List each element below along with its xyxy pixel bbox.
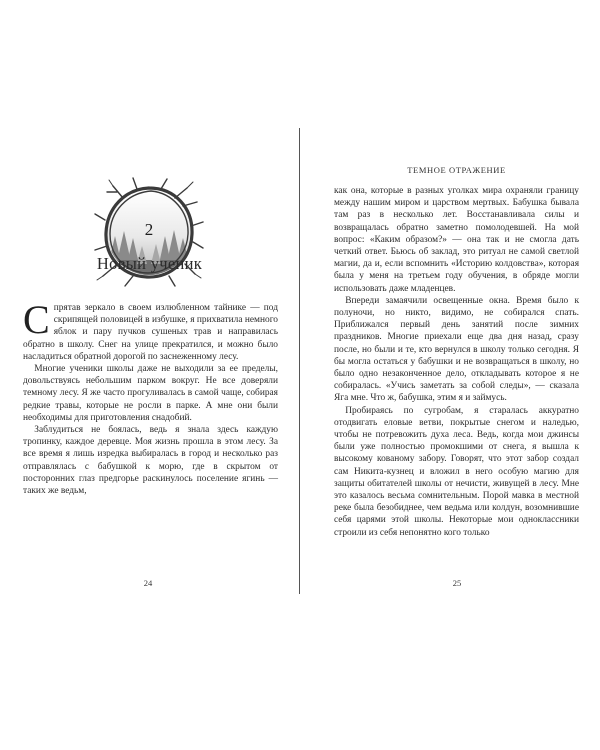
left-page xyxy=(0,0,299,750)
running-head: ТЕМНОЕ ОТРАЖЕНИЕ xyxy=(407,165,506,175)
paragraph: Многие ученики школы даже не выходили за ее пределы, довольствуясь небольшим парком вокруг. Не все доверяли темному лесу. Я же часто прогуливалась в самой чаще, собирая редкие травы, которые не росли в парке. А мне они были необходимы для приготовления снадобий. xyxy=(23,364,278,423)
right-body-text xyxy=(334,185,579,539)
left-body-text xyxy=(23,297,278,497)
page-number: 24 xyxy=(143,578,153,588)
chapter-title: Новый ученик xyxy=(96,254,203,273)
paragraph xyxy=(23,297,278,363)
page-number: 25 xyxy=(452,578,462,588)
paragraph: как она, которые в разных уголках мира охраняли границу между нашим миром и царством мертвых. Бабушка бывала там раз в несколько лет. Восстанавливала силы и возвращалась обратно заметно помолодевшей. На мой вопрос: «Каким образом?» — она так и не смогла дать четкий ответ. Бьюсь об заклад, это ритуал не самой светлой магии, да и, если вспомнить «Историю колдовства», которая была у меня на третьем году обучения, в обряде могли использовать даже младенцев. xyxy=(334,186,579,294)
gutter-divider xyxy=(299,128,300,594)
drop-cap: С xyxy=(23,297,50,342)
paragraph: Пробираясь по сугробам, я старалась аккуратно отодвигать еловые ветви, покрытые снегом и наледью, чтобы не потревожить духа леса. Ведь, когда мои джинсы были уже полностью промокшими от снега, я вышла к высокому кованому забору. Говорят, что этот забор создал сам Никита-кузнец и вложил в него особую магию для защиты обитателей школы от нечисти, живущей в лесу. Мне это казалось весьма сомнительным. Порой мавка в местной реке была безобиднее, чем ведьма или колдун, возомнившие себя царями этой школы. Некоторые мои одноклассники строили из себя непонятно кого только xyxy=(334,405,579,538)
chapter-number: 2 xyxy=(144,220,154,239)
paragraph-text: прятав зеркало в своем излюбленном тайнике — под скрипящей половицей в избушке, я прихватила немного яблок и пару пучков сушеных трав и направилась обратно в школу. Снег на улице прекратился, и можно было насладиться обратной дорогой по заснеженному лесу. xyxy=(23,303,278,362)
paragraph: Заблудиться не боялась, ведь я знала здесь каждую тропинку, каждое деревце. Моя жизнь прошла в этом лесу. За все время я лишь изредка выбиралась в город и несколько раз отправлялась с бабушкой к морю, где в скрытом от посторонних глаз предгорье раскинулось поселение ягинь — таких же ведьм, xyxy=(23,425,278,497)
right-page xyxy=(301,0,600,750)
paragraph: Впереди замаячили освещенные окна. Время было к полуночи, но никто, видимо, не собирался спать. Приближался первый день занятий после зимних праздников. Многие приехали еще два дня назад, сразу после, но были и те, кто вернулся в школу только сегодня. Я бы могла остаться у бабушки и не возвращаться в школу, но было одно незаконченное дело, откладывать которое я не собиралась. «Учись заметать за собой следы», — сказала Яга мне. Что ж, бабушка, этим я и займусь. xyxy=(334,295,579,404)
